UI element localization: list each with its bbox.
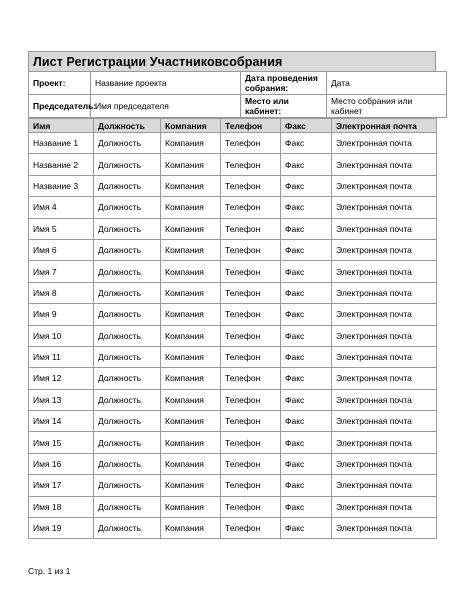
cell-position: Должность bbox=[94, 389, 161, 410]
cell-company: Компания bbox=[161, 368, 221, 389]
cell-fax: Факс bbox=[281, 239, 332, 260]
cell-company: Компания bbox=[161, 432, 221, 453]
cell-phone: Телефон bbox=[221, 325, 281, 346]
cell-fax: Факс bbox=[281, 411, 332, 432]
cell-email: Электронная почта bbox=[332, 154, 437, 175]
cell-phone: Телефон bbox=[221, 304, 281, 325]
cell-phone: Телефон bbox=[221, 432, 281, 453]
cell-name: Название 2 bbox=[29, 154, 94, 175]
cell-phone: Телефон bbox=[221, 518, 281, 539]
cell-fax: Факс bbox=[281, 389, 332, 410]
cell-email: Электронная почта bbox=[332, 346, 437, 367]
cell-company: Компания bbox=[161, 453, 221, 474]
table-row bbox=[29, 218, 437, 239]
cell-company: Компания bbox=[161, 346, 221, 367]
cell-email: Электронная почта bbox=[332, 218, 437, 239]
cell-name: Имя 15 bbox=[29, 432, 94, 453]
cell-position: Должность bbox=[94, 325, 161, 346]
cell-email: Электронная почта bbox=[332, 518, 437, 539]
chair-label: Председатель: bbox=[29, 95, 91, 118]
cell-email: Электронная почта bbox=[332, 411, 437, 432]
table-row bbox=[29, 154, 437, 175]
cell-company: Компания bbox=[161, 154, 221, 175]
page-number: Стр. 1 из 1 bbox=[28, 566, 71, 576]
cell-fax: Факс bbox=[281, 368, 332, 389]
cell-name: Название 3 bbox=[29, 175, 94, 196]
cell-position: Должность bbox=[94, 518, 161, 539]
cell-email: Электронная почта bbox=[332, 432, 437, 453]
cell-phone: Телефон bbox=[221, 475, 281, 496]
cell-email: Электронная почта bbox=[332, 496, 437, 517]
cell-company: Компания bbox=[161, 133, 221, 154]
cell-phone: Телефон bbox=[221, 282, 281, 303]
cell-position: Должность bbox=[94, 239, 161, 260]
cell-fax: Факс bbox=[281, 475, 332, 496]
cell-position: Должность bbox=[94, 411, 161, 432]
cell-fax: Факс bbox=[281, 304, 332, 325]
cell-position: Должность bbox=[94, 282, 161, 303]
table-row bbox=[29, 475, 437, 496]
cell-email: Электронная почта bbox=[332, 282, 437, 303]
table-row bbox=[29, 453, 437, 474]
cell-fax: Факс bbox=[281, 453, 332, 474]
cell-fax: Факс bbox=[281, 175, 332, 196]
col-header-fax: Факс bbox=[281, 119, 332, 133]
place-value: Место собрания или кабинет bbox=[327, 95, 447, 118]
cell-name: Имя 12 bbox=[29, 368, 94, 389]
table-row bbox=[29, 411, 437, 432]
attendee-table bbox=[28, 118, 437, 539]
col-header-company: Компания bbox=[161, 119, 221, 133]
info-row-project bbox=[29, 72, 447, 95]
cell-email: Электронная почта bbox=[332, 261, 437, 282]
cell-name: Имя 9 bbox=[29, 304, 94, 325]
col-header-position: Должность bbox=[94, 119, 161, 133]
cell-fax: Факс bbox=[281, 154, 332, 175]
cell-phone: Телефон bbox=[221, 218, 281, 239]
cell-name: Имя 11 bbox=[29, 346, 94, 367]
cell-position: Должность bbox=[94, 218, 161, 239]
cell-company: Компания bbox=[161, 475, 221, 496]
cell-name: Имя 14 bbox=[29, 411, 94, 432]
info-row-chair bbox=[29, 95, 447, 118]
cell-email: Электронная почта bbox=[332, 133, 437, 154]
cell-company: Компания bbox=[161, 175, 221, 196]
cell-company: Компания bbox=[161, 304, 221, 325]
cell-name: Имя 5 bbox=[29, 218, 94, 239]
cell-company: Компания bbox=[161, 218, 221, 239]
cell-name: Имя 18 bbox=[29, 496, 94, 517]
cell-email: Электронная почта bbox=[332, 175, 437, 196]
cell-name: Имя 17 bbox=[29, 475, 94, 496]
table-row bbox=[29, 389, 437, 410]
cell-company: Компания bbox=[161, 325, 221, 346]
table-row bbox=[29, 368, 437, 389]
cell-email: Электронная почта bbox=[332, 475, 437, 496]
cell-company: Компания bbox=[161, 282, 221, 303]
cell-name: Имя 6 bbox=[29, 239, 94, 260]
cell-phone: Телефон bbox=[221, 389, 281, 410]
cell-name: Имя 7 bbox=[29, 261, 94, 282]
col-header-name: Имя bbox=[29, 119, 94, 133]
page-title: Лист Регистрации Участниковсобрания bbox=[33, 55, 283, 69]
cell-name: Имя 4 bbox=[29, 197, 94, 218]
cell-company: Компания bbox=[161, 411, 221, 432]
cell-fax: Факс bbox=[281, 432, 332, 453]
cell-fax: Факс bbox=[281, 282, 332, 303]
cell-company: Компания bbox=[161, 197, 221, 218]
cell-name: Имя 8 bbox=[29, 282, 94, 303]
table-row bbox=[29, 496, 437, 517]
cell-email: Электронная почта bbox=[332, 325, 437, 346]
cell-email: Электронная почта bbox=[332, 368, 437, 389]
cell-position: Должность bbox=[94, 432, 161, 453]
cell-fax: Факс bbox=[281, 133, 332, 154]
cell-company: Компания bbox=[161, 518, 221, 539]
cell-email: Электронная почта bbox=[332, 453, 437, 474]
cell-company: Компания bbox=[161, 261, 221, 282]
cell-position: Должность bbox=[94, 154, 161, 175]
cell-name: Имя 19 bbox=[29, 518, 94, 539]
meeting-date-value: Дата bbox=[327, 72, 447, 95]
table-row bbox=[29, 133, 437, 154]
cell-name: Имя 16 bbox=[29, 453, 94, 474]
project-value: Название проекта bbox=[91, 72, 241, 95]
col-header-phone: Телефон bbox=[221, 119, 281, 133]
table-row bbox=[29, 325, 437, 346]
cell-phone: Телефон bbox=[221, 133, 281, 154]
cell-email: Электронная почта bbox=[332, 197, 437, 218]
table-row bbox=[29, 239, 437, 260]
table-row bbox=[29, 518, 437, 539]
attendee-header-row bbox=[29, 119, 437, 133]
table-row bbox=[29, 261, 437, 282]
cell-company: Компания bbox=[161, 239, 221, 260]
cell-phone: Телефон bbox=[221, 411, 281, 432]
cell-position: Должность bbox=[94, 453, 161, 474]
cell-position: Должность bbox=[94, 496, 161, 517]
cell-fax: Факс bbox=[281, 218, 332, 239]
cell-position: Должность bbox=[94, 175, 161, 196]
cell-company: Компания bbox=[161, 496, 221, 517]
cell-phone: Телефон bbox=[221, 496, 281, 517]
attendee-table-body bbox=[29, 133, 437, 539]
table-row bbox=[29, 432, 437, 453]
cell-email: Электронная почта bbox=[332, 239, 437, 260]
cell-phone: Телефон bbox=[221, 346, 281, 367]
place-label: Место или кабинет: bbox=[241, 95, 327, 118]
table-row bbox=[29, 175, 437, 196]
cell-fax: Факс bbox=[281, 518, 332, 539]
cell-fax: Факс bbox=[281, 346, 332, 367]
cell-phone: Телефон bbox=[221, 197, 281, 218]
title-bar bbox=[28, 51, 436, 72]
cell-phone: Телефон bbox=[221, 261, 281, 282]
cell-fax: Факс bbox=[281, 325, 332, 346]
cell-position: Должность bbox=[94, 304, 161, 325]
chair-value: Имя председателя bbox=[91, 95, 241, 118]
cell-email: Электронная почта bbox=[332, 389, 437, 410]
cell-fax: Факс bbox=[281, 197, 332, 218]
cell-fax: Факс bbox=[281, 261, 332, 282]
meeting-date-label: Дата проведения собрания: bbox=[241, 72, 327, 95]
cell-name: Название 1 bbox=[29, 133, 94, 154]
cell-phone: Телефон bbox=[221, 175, 281, 196]
cell-phone: Телефон bbox=[221, 368, 281, 389]
table-row bbox=[29, 282, 437, 303]
table-row bbox=[29, 346, 437, 367]
cell-phone: Телефон bbox=[221, 453, 281, 474]
cell-phone: Телефон bbox=[221, 154, 281, 175]
meeting-info-table bbox=[28, 71, 447, 118]
cell-name: Имя 10 bbox=[29, 325, 94, 346]
cell-company: Компания bbox=[161, 389, 221, 410]
cell-position: Должность bbox=[94, 133, 161, 154]
cell-position: Должность bbox=[94, 475, 161, 496]
cell-position: Должность bbox=[94, 368, 161, 389]
cell-name: Имя 13 bbox=[29, 389, 94, 410]
cell-fax: Факс bbox=[281, 496, 332, 517]
project-label: Проект: bbox=[29, 72, 91, 95]
cell-position: Должность bbox=[94, 346, 161, 367]
col-header-email: Электронная почта bbox=[332, 119, 437, 133]
cell-position: Должность bbox=[94, 197, 161, 218]
cell-email: Электронная почта bbox=[332, 304, 437, 325]
table-row bbox=[29, 197, 437, 218]
cell-position: Должность bbox=[94, 261, 161, 282]
cell-phone: Телефон bbox=[221, 239, 281, 260]
table-row bbox=[29, 304, 437, 325]
